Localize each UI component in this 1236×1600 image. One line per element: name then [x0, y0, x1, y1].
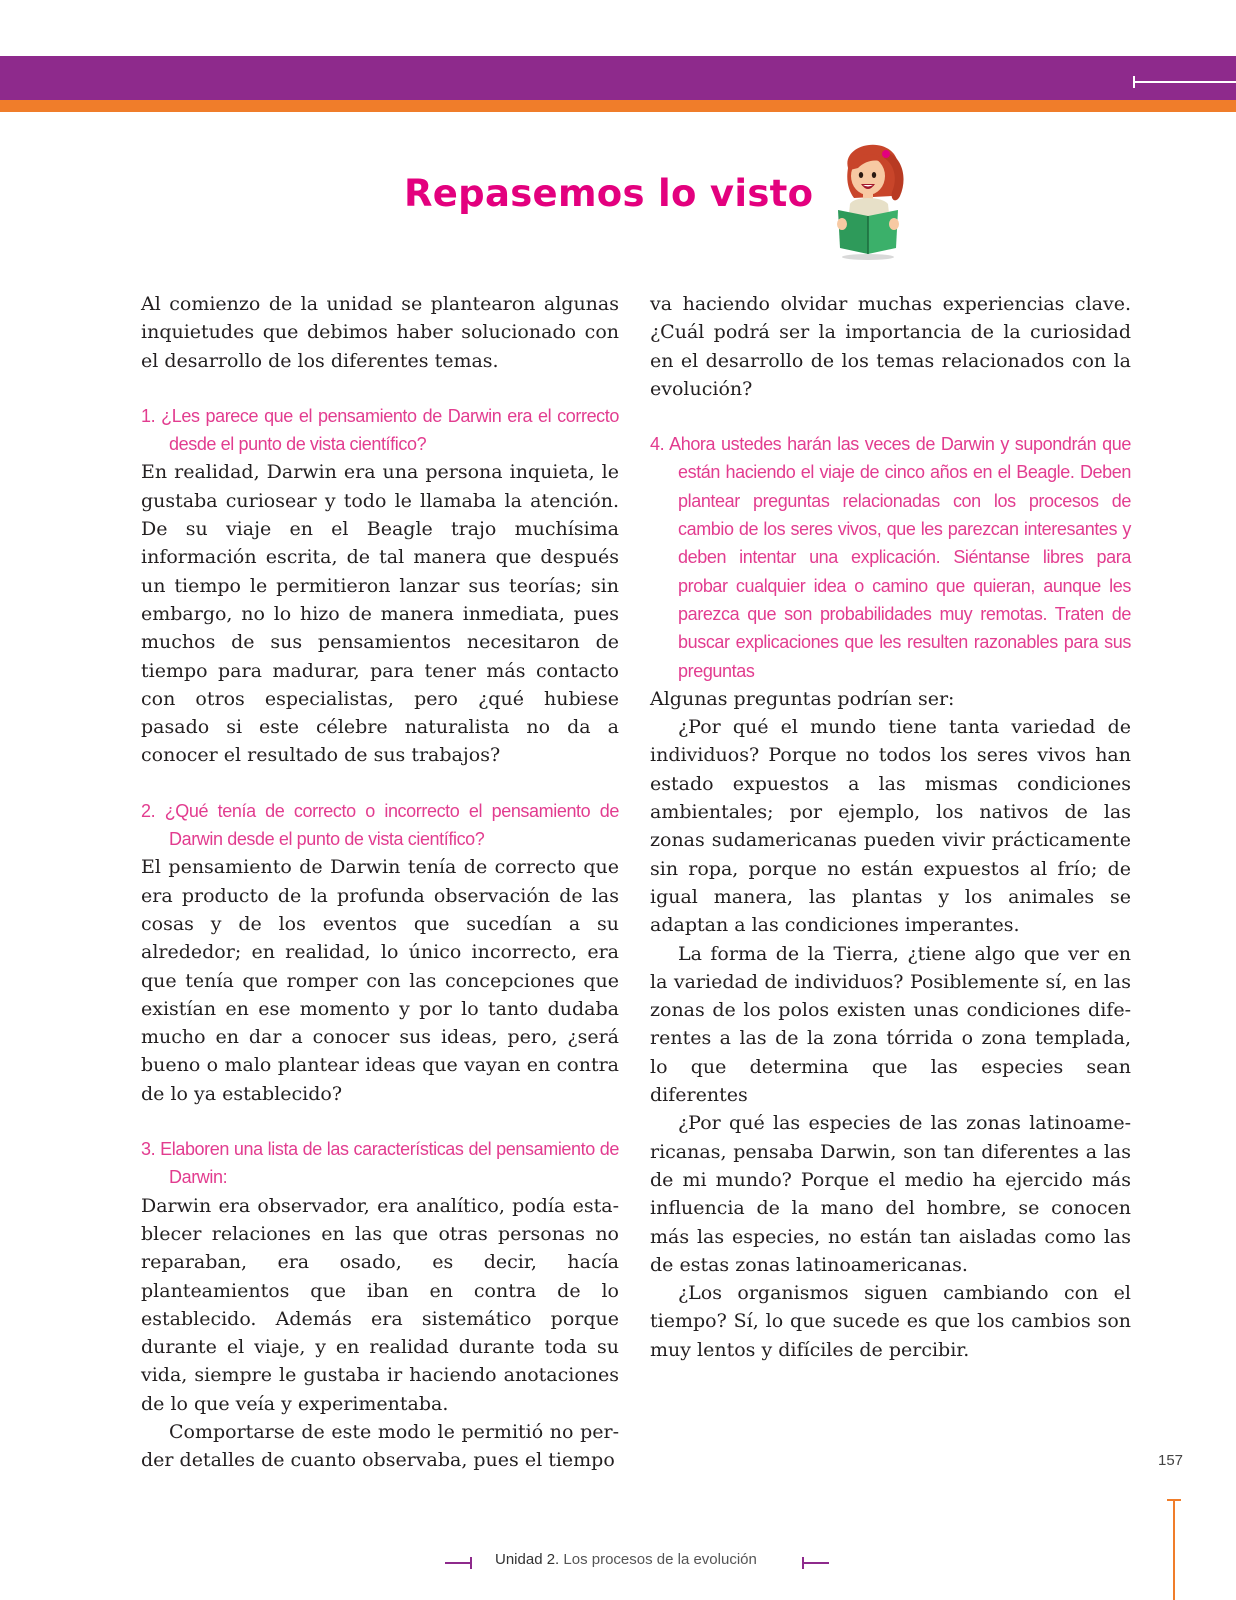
footer-unit-label: Unidad 2.: [495, 1551, 560, 1568]
page-title: Repasemos lo visto: [404, 172, 814, 215]
footer-rule-right: [803, 1562, 829, 1564]
questions-intro: Algunas preguntas podrían ser:: [650, 687, 955, 710]
answer-3: Darwin era observador, era analítico, podía establecer relaciones en las que otras personas no reparaban, era osado, es decir, hacía planteamientos que iban en contra de lo establecido. Además era sistemático porque durante el viaje, y en realidad durante toda su vida, siempre le gustaba ir haciendo anotaciones de lo que veía y experimentaba.: [141, 1194, 619, 1415]
question-4: 4. Ahora ustedes harán las veces de Darwin y supondrán que están haciendo el viaje de cinco años en el Beagle. Deben plantear preguntas relacionadas con los procesos de cambio de los seres vivos, que les parezcan interesantes y deben intentar una explicación. Siéntanse libres para probar cualquier idea o camino que quieran, aunque les parezca que son probabilidades muy remotas. Traten de buscar explicaciones que les resulten razonables para sus preguntas: [650, 434, 1131, 681]
page-number: 157: [1158, 1452, 1184, 1469]
header-rule: [1133, 81, 1236, 83]
footer-rule-left-tick: [470, 1557, 472, 1569]
header-band-purple: [0, 56, 1236, 100]
intro-paragraph: Al comienzo de la unidad se plantearon algunas inquietudes que debimos haber solucionado con el desarrollo de los diferentes temas.: [141, 293, 619, 372]
answer-1: En realidad, Darwin era una persona inquieta, le gustaba curiosear y todo le llamaba la atención. De su viaje en el Beagle trajo muchísima información escrita, de tal manera que después un tiempo le permitieron lanzar sus teorías; sin embargo, no lo hizo de manera inmediata, pues muchos de sus pensamientos necesitaron de tiempo para madurar, para tener más contacto con otros especialistas, pero ¿qué hubiese pasado si este célebre naturalista no da a conocer el resultado de sus trabajos?: [141, 461, 619, 767]
right-column: [650, 290, 1131, 1364]
margin-rule: [1173, 1500, 1175, 1600]
question-2: 2. ¿Qué tenía de correcto o incorrecto el pensamiento de Darwin desde el punto de vista científico?: [141, 800, 619, 850]
footer-unit-title: Los procesos de la evolución: [563, 1551, 757, 1568]
answer-3-continued: Comportarse de este modo le permitió no perder detalles de cuanto observaba, pues el tiempo: [141, 1420, 619, 1472]
example-question-4: ¿Los organismos siguen cambiando con el tiempo? Sí, lo que sucede es que los cambios son muy lentos y difíciles de percibir.: [650, 1282, 1131, 1361]
example-question-3: ¿Por qué las especies de las zonas latinoamericanas, pensaba Darwin, son tan diferentes a las de mi mundo? Porque el medio ha ejercido más influencia de la mano del hombre, se conocen más las especies, no están tan aisladas como las de estas zonas latinoamericanas.: [650, 1112, 1131, 1276]
footer-rule-left: [445, 1562, 471, 1564]
example-question-2: La forma de la Tierra, ¿tiene algo que ver en la variedad de individuos? Posiblemente sí, en las zonas de los polos existen unas condiciones diferentes a las de la zona tórrida o zona templada, lo que determina que las especies sean diferentes: [650, 942, 1131, 1107]
left-column: [141, 290, 619, 1475]
header-rule-tick: [1133, 76, 1135, 88]
answer-2: El pensamiento de Darwin tenía de correcto que era producto de la profunda observación de las cosas y de los eventos que sucedían a su alrededor; en realidad, lo único incorrecto, era que tenía que romper con las concepciones que existían en ese momento y por lo tanto dudaba mucho en dar a conocer sus ideas, pero, ¿será bueno o malo plantear ideas que vayan en contra de lo ya establecido?: [141, 856, 619, 1105]
example-question-1: ¿Por qué el mundo tiene tanta variedad de individuos? Porque no todos los seres vivos han estado expuestos a las mismas condiciones ambientales; por ejemplo, los nativos de las zonas sudamericanas pueden vivir prácticamente sin ropa, porque no están expuestos al frío; de igual manera, las plantas y los animales se adaptan a las condiciones imperantes.: [650, 716, 1131, 937]
header-band-orange: [0, 100, 1236, 112]
question-1: 1. ¿Les parece que el pensamiento de Darwin era el correcto desde el punto de vista científico?: [141, 405, 619, 455]
girl-reading-mascot-icon: [828, 138, 914, 260]
continued-paragraph: va haciendo olvidar muchas experiencias clave. ¿Cuál podrá ser la importancia de la curiosidad en el desarrollo de los temas relacionados con la evolución?: [650, 293, 1131, 400]
footer: [445, 1550, 825, 1574]
question-3: 3. Elaboren una lista de las características del pensamiento de Darwin:: [141, 1139, 619, 1188]
footer-unit-text: [495, 1551, 757, 1568]
